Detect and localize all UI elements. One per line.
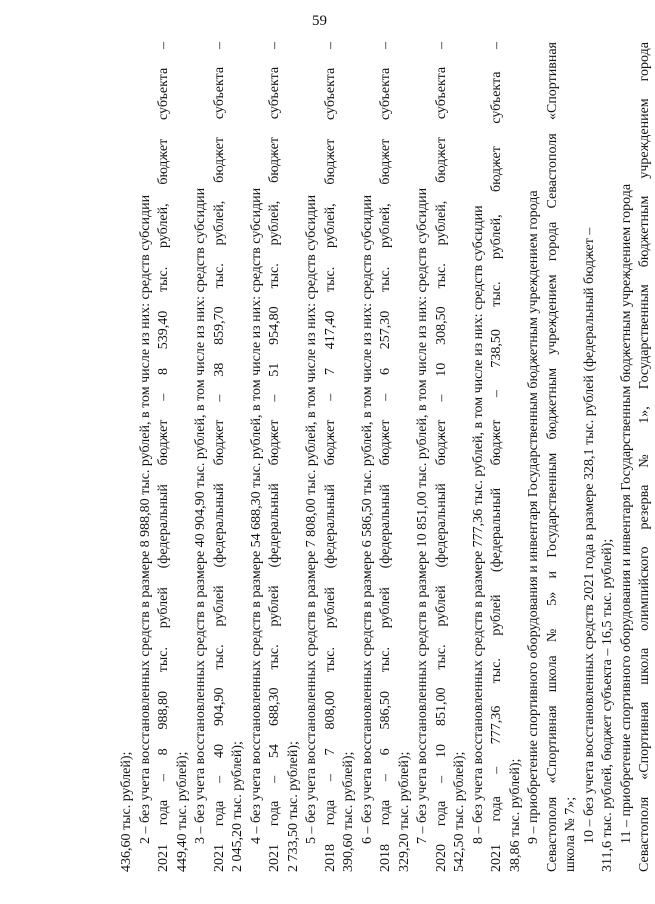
footnote-line: 2 – без учета восстановленных средств в размере 8 988,80 тыс. рублей, в том числе из них: средств субсидии (137, 194, 153, 844)
footnote-line: 2018 года – 7 808,00 тыс. рублей (федеральный бюджет – 7 417,40 тыс. рублей, бюджет субъекта – (322, 42, 338, 872)
footnote-line: Севастополя «Спортивная школа олимпийского резерва № 1», Государственным бюджетным учреждением города (637, 42, 652, 872)
footnote-line: 38,86 тыс. рублей); (507, 758, 523, 872)
footnote-line: 390,60 тыс. рублей); (341, 751, 356, 872)
footnote-line: 4 – без учета восстановленных средств в размере 54 688,30 тыс. рублей, в том числе из них: средств субсидии (248, 187, 264, 844)
footnote-line: школа № 7»; (563, 796, 578, 872)
footnote-line: 2020 года – 10 851,00 тыс. рублей (федеральный бюджет – 10 308,50 тыс. рублей, бюджет субъекта – (433, 42, 449, 872)
footnote-line: 2021 года – 8 988,80 тыс. рублей (федеральный бюджет – 8 539,40 тыс. рублей, бюджет субъекта – (156, 42, 171, 872)
footnote-line: 329,20 тыс. рублей); (396, 751, 412, 872)
rotated-footnotes-text (118, 42, 652, 872)
footnote-line: 6 – без учета восстановленных средств в размере 6 586,50 тыс. рублей, в том числе из них: средств субсидии (359, 194, 375, 844)
footnote-line: 436,60 тыс. рублей); (119, 751, 134, 872)
footnote-line: 2 733,50 тыс. рублей); (285, 741, 301, 872)
footnote-line: 10 – без учета восстановленных средств 2021 года в размере 328,1 тыс. рублей (федеральный бюджет – (581, 227, 597, 844)
footnote-line: 311,6 тыс. рублей, бюджет субъекта – 16,5 тыс. рублей); (600, 538, 615, 872)
footnote-line: 11 – приобретение спортивного оборудования и инвентаря Государственным бюджетным учреждением города (618, 183, 634, 844)
footnote-line: 2021 года – 40 904,90 тыс. рублей (федеральный бюджет – 38 859,70 тыс. рублей, бюджет субъекта – (211, 42, 227, 872)
footnote-line: 2021 года – 54 688,30 тыс. рублей (федеральный бюджет – 51 954,80 тыс. рублей, бюджет субъекта – (267, 42, 282, 872)
footnote-line: 3 – без учета восстановленных средств в размере 40 904,90 тыс. рублей, в том числе из них: средств субсидии (193, 187, 208, 844)
footnote-line: Севастополя «Спортивная школа № 5» и Государственным бюджетным учреждением города Севастополя «Спортивная (544, 42, 560, 872)
footnote-line: 7 – без учета восстановленных средств в размере 10 851,00 тыс. рублей, в том числе из них: средств субсидии (415, 187, 430, 844)
footnote-line: 9 – приобретение спортивного оборудования и инвентаря Государственным бюджетным учреждением города (526, 190, 541, 844)
footnote-line: 8 – без учета восстановленных средств в размере 777,36 тыс. рублей, в том числе из них: средств субсидии (470, 205, 486, 844)
footnote-line: 542,50 тыс. рублей); (452, 751, 467, 872)
footnote-line: 449,40 тыс. рублей); (174, 751, 190, 872)
footnote-line: 5 – без учета восстановленных средств в размере 7 808,00 тыс. рублей, в том числе из них: средств субсидии (304, 194, 319, 844)
footnote-line: 2 045,20 тыс. рублей); (230, 741, 245, 872)
footnote-line: 2018 года – 6 586,50 тыс. рублей (федеральный бюджет – 6 257,30 тыс. рублей, бюджет субъекта – (378, 42, 393, 872)
page-number: 59 (312, 13, 327, 29)
footnote-line: 2021 года – 777,36 тыс. рублей (федеральный бюджет – 738,50 тыс. рублей, бюджет субъекта – (489, 42, 504, 872)
